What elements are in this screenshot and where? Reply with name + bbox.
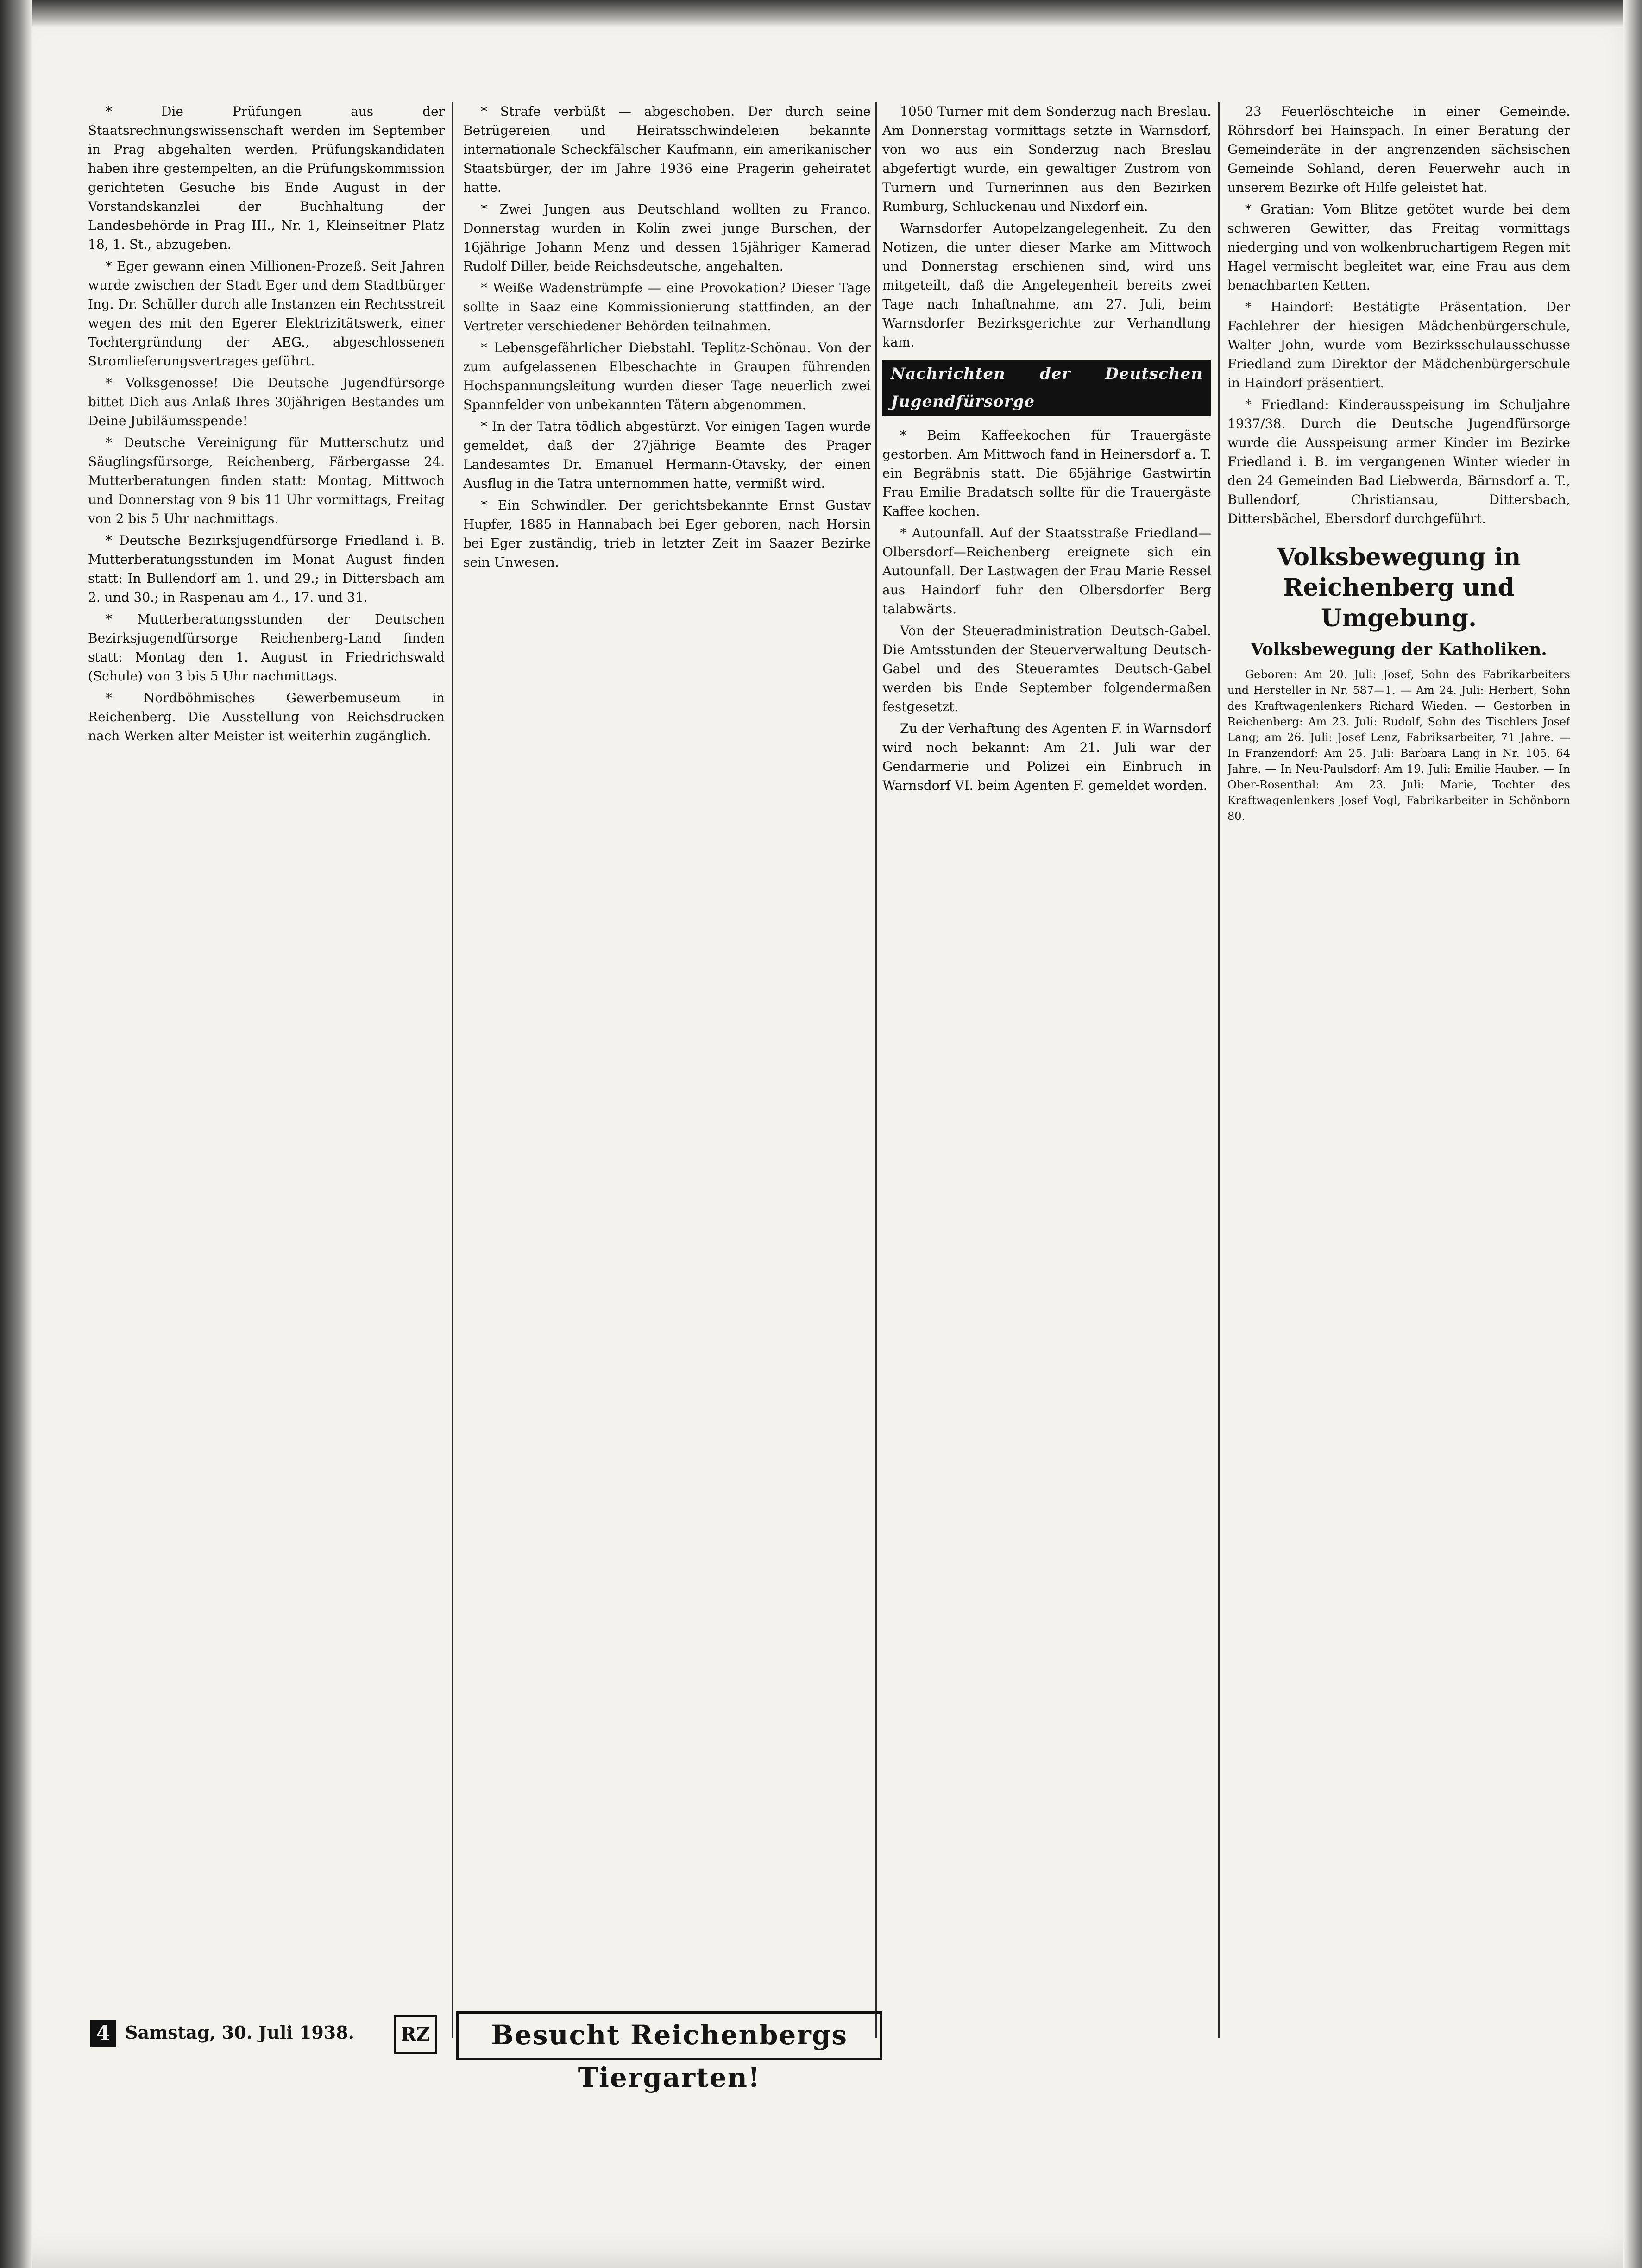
- column-rule: [452, 102, 453, 2038]
- article: * Ein Schwindler. Der gerichtsbekannte Ernst Gustav Hupfer, 1885 in Hannabach bei Eger geboren, nach Horsin bei Eger zuständig, trieb in letzter Zeit im Saazer Bezirke sein Unwesen.: [463, 498, 871, 570]
- section-title: Volksbewegung in Reichenberg und Umgebung.: [1277, 543, 1521, 632]
- article: * Weiße Wadenstrümpfe — eine Provokation? Dieser Tage sollte in Saaz eine Kommissionierung stattfinden, an der Vertreter verschiedener Behörden teilnahmen.: [463, 280, 871, 334]
- vital-records: Geboren: Am 20. Juli: Josef, Sohn des Fabrikarbeiters und Hersteller in Nr. 587—1. — Am 24. Juli: Herbert, Sohn des Kraftwagenlenkers Richard Wieden. — Gestorben in Reichenberg: Am 23. Juli: Rudolf, Sohn des Tischlers Josef Lang; am 26. Juli: Josef Lenz, Fabriksarbeiter, 71 Jahre. — In Franzendorf: Am 25. Juli: Barbara Lang in Nr. 105, 64 Jahre. — In Neu-Paulsdorf: Am 19. Juli: Emilie Hauber. — In Ober-Rosenthal: Am 23. Juli: Marie, Tochter des Kraftwagenlenkers Josef Vogl, Fabrikarbeiter in Schönborn 80.: [1227, 668, 1570, 823]
- column-4: [1227, 102, 1570, 2020]
- footer-date: Samstag, 30. Juli 1938.: [125, 2022, 354, 2043]
- article: * Haindorf: Bestätigte Präsentation. Der Fachlehrer der hiesigen Mädchenbürgerschule, Walter John, wurde vom Bezirksschulausschusse Friedland zum Direktor der Mädchenbürgerschule in Haindorf präsentiert.: [1227, 299, 1570, 391]
- scan-border-right: [1623, 0, 1642, 2268]
- column-2: [463, 102, 871, 2020]
- article: * In der Tatra tödlich abgestürzt. Vor einigen Tagen wurde gemeldet, daß der 27jährige Beamte des Prager Landesamtes Dr. Emanuel Hermann-Otavsky, der einen Ausflug in die Tatra unternommen hatte, vermißt wird.: [463, 419, 871, 491]
- article: * Eger gewann einen Millionen-Prozeß. Seit Jahren wurde zwischen der Stadt Eger und dem Stadtbürger Ing. Dr. Schüller durch alle Instanzen ein Rechtsstreit wegen des mit den Egerer Elektrizitätswerk, einer Tochtergründung der AEG., abgeschlossenen Stromlieferungsvertrages geführt.: [88, 258, 445, 369]
- scan-border-top: [0, 0, 1642, 28]
- masthead-logo: RZ: [394, 2015, 437, 2054]
- article: * Zwei Jungen aus Deutschland wollten zu Franco. Donnerstag wurden in Kolin zwei junge Burschen, der 16jährige Johann Menz und dessen 15jähriger Kamerad Rudolf Diller, beide Reichsdeutsche, angehalten.: [463, 202, 871, 274]
- article: * Strafe verbüßt — abgeschoben. Der durch seine Betrügereien und Heiratsschwindeleien bekannte internationale Scheckfälscher Kaufmann, ein amerikanischer Staatsbürger, der im Jahre 1936 eine Pragerin geheiratet hatte.: [463, 104, 871, 195]
- section-subtitle: Volksbewegung der Katholiken.: [1251, 640, 1547, 659]
- article: 1050 Turner mit dem Sonderzug nach Breslau. Am Donnerstag vormittags setzte in Warnsdorf, von wo aus ein Sonderzug nach Breslau abgefertigt wurde, ein gewaltiger Zustrom von Turnern und Turnerinnen aus den Bezirken Rumburg, Schluckenau und Nixdorf ein.: [882, 104, 1211, 214]
- column-rule: [1218, 102, 1220, 2038]
- article: * Nordböhmisches Gewerbemuseum in Reichenberg. Die Ausstellung von Reichsdrucken nach Werken alter Meister ist weiterhin zugänglich.: [88, 690, 445, 743]
- article: * Autounfall. Auf der Staatsstraße Friedland—Olbersdorf—Reichenberg ereignete sich ein Autounfall. Der Lastwagen der Frau Marie Ressel aus Haindorf fuhr den Olbersdorfer Berg talabwärts.: [882, 525, 1211, 617]
- article: Von der Steueradministration Deutsch-Gabel. Die Amtsstunden der Steuerverwaltung Deutsch-Gabel und des Steueramtes Deutsch-Gabel werden bis Ende September folgendermaßen festgesetzt.: [882, 623, 1211, 714]
- article: * Gratian: Vom Blitze getötet wurde bei dem schweren Gewitter, das Freitag vormittags niederging und von wolkenbruchartigem Regen mit Hagel vermischt begleitet war, eine Frau aus dem benachbarten Ketten.: [1227, 202, 1570, 293]
- article: * Deutsche Vereinigung für Mutterschutz und Säuglingsfürsorge, Reichenberg, Färbergasse 24. Mutterberatungen finden statt: Montag, Mittwoch und Donnerstag von 9 bis 11 Uhr vormittags, Freitag von 2 bis 5 Uhr nachmittags.: [88, 435, 445, 526]
- advertisement-banner: Besucht Reichenbergs Tiergarten!: [456, 2011, 882, 2060]
- article: * Friedland: Kinderausspeisung im Schuljahre 1937/38. Durch die Deutsche Jugendfürsorge wurde die Ausspeisung armer Kinder im Bezirke Friedland i. B. im vergangenen Winter wieder in den 24 Gemeinden Bad Liebwerda, Bärnsdorf a. T., Bullendorf, Christiansau, Dittersbach, Dittersbächel, Ebersdorf durchgeführt.: [1227, 397, 1570, 526]
- article: * Mutterberatungsstunden der Deutschen Bezirksjugendfürsorge Reichenberg-Land finden statt: Montag den 1. August in Friedrichswald (Schule) von 3 bis 5 Uhr nachmittags.: [88, 611, 445, 684]
- scan-border-left: [0, 0, 32, 2268]
- article: * Beim Kaffeekochen für Trauergäste gestorben. Am Mittwoch fand in Heinersdorf a. T. ein Begräbnis statt. Die 65jährige Gastwirtin Frau Emilie Bradatsch sollte für die Trauergäste Kaffee kochen.: [882, 428, 1211, 519]
- article: * Lebensgefährlicher Diebstahl. Teplitz-Schönau. Von der zum aufgelassenen Elbeschachte in Graupen führenden Hochspannungsleitung wurden dieser Tage neuerlich zwei Spannfelder von unbekannten Tätern abgenommen.: [463, 340, 871, 412]
- article: * Volksgenosse! Die Deutsche Jugendfürsorge bittet Dich aus Anlaß Ihres 30jährigen Bestandes um Deine Jubiläumsspende!: [88, 375, 445, 428]
- article: * Die Prüfungen aus der Staatsrechnungswissenschaft werden im September in Prag abgehalten werden. Prüfungskandidaten haben ihre gestempelten, an die Prüfungskommission gerichteten Gesuche bis Ende August in der Vorstandskanzlei der Buchhaltung der Landesbehörde in Prag III., Nr. 1, Kleinseitner Platz 18, 1. St., abzugeben.: [88, 104, 445, 252]
- column-rule: [875, 102, 877, 2038]
- article: Warnsdorfer Autopelzangelegenheit. Zu den Notizen, die unter dieser Marke am Mittwoch und Donnerstag erschienen sind, wird uns mitgeteilt, daß die Angelegenheit bereits zwei Tage nach Inhaftnahme, am 27. Juli, beim Warnsdorfer Bezirksgerichte zur Verhandlung kam.: [882, 220, 1211, 350]
- section-heading-box: Nachrichten der Deutschen Jugendfürsorge: [882, 360, 1211, 416]
- article: Zu der Verhaftung des Agenten F. in Warnsdorf wird noch bekannt: Am 21. Juli war der Gendarmerie und Polizei ein Einbruch in Warnsdorf VI. beim Agenten F. gemeldet worden.: [882, 721, 1211, 793]
- column-3: [882, 102, 1211, 2020]
- column-1: [88, 102, 445, 2020]
- page-number: 4: [90, 2020, 116, 2048]
- article: 23 Feuerlöschteiche in einer Gemeinde. Röhrsdorf bei Hainspach. In einer Beratung der Gemeinderäte in der angrenzenden sächsischen Gemeinde Sohland, deren Feuerwehr auch in unserem Bezirke oft Hilfe geleistet hat.: [1227, 104, 1570, 195]
- article: * Deutsche Bezirksjugendfürsorge Friedland i. B. Mutterberatungsstunden im Monat August finden statt: In Bullendorf am 1. und 29.; in Dittersbach am 2. und 30.; in Raspenau am 4., 17. und 31.: [88, 533, 445, 605]
